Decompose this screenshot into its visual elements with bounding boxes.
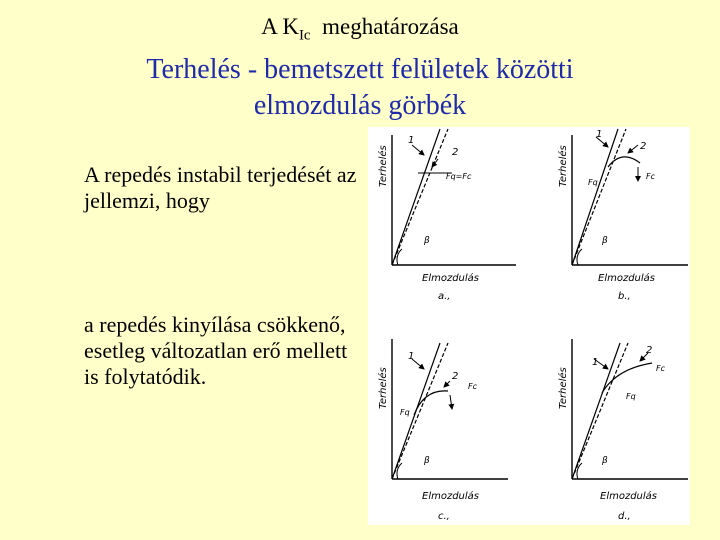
panel-b-y-label: Terhelés (558, 145, 569, 187)
panel-c-caption: c., (438, 511, 450, 522)
title-suffix: meghatározása (310, 14, 459, 39)
slide-title-line2: Terhelés - bemetszett felületek közötti (146, 54, 574, 85)
panel-a-caption: a., (438, 291, 451, 302)
panel-c-fc-label: Fc (468, 382, 477, 391)
panel-a-fq-label: Fq=Fc (446, 172, 472, 181)
panel-b-curve1-label: 1 (596, 129, 603, 140)
panel-c-x-label: Elmozdulás (422, 491, 480, 502)
panel-d-fq-label: Fq (626, 392, 636, 401)
load-displacement-figure (368, 127, 690, 525)
slide-title-line3: elmozdulás görbék (253, 90, 467, 121)
panel-a-beta-label: β (424, 236, 430, 246)
panel-b-curve2-label: 2 (640, 141, 647, 152)
panel-b-beta-label: β (602, 236, 608, 246)
panel-d-beta-label: β (602, 456, 608, 466)
title-prefix: A K (261, 14, 299, 39)
panel-a-curve2-label: 2 (452, 147, 459, 158)
body-paragraph-1: A repedés instabil terjedését az jellemzi, hogy (84, 162, 357, 213)
panel-b-caption: b., (618, 291, 631, 302)
panel-d-curve2-label: 2 (646, 345, 653, 356)
panel-a-curve1-label: 1 (408, 135, 415, 146)
panel-c-curve1-label: 1 (408, 351, 415, 362)
panel-d-fc-label: Fc (656, 364, 665, 373)
panel-c-fq-label: Fq (400, 408, 410, 417)
panel-c-y-label: Terhelés (378, 367, 389, 409)
panel-c-curve2-label: 2 (452, 371, 459, 382)
panel-d-x-label: Elmozdulás (600, 491, 658, 502)
panel-b-fq-label: Fq (588, 178, 598, 187)
slide-title-line1 (0, 14, 720, 45)
panel-d (572, 339, 688, 479)
panel-a-x-label: Elmozdulás (422, 273, 480, 284)
panel-b (572, 129, 688, 265)
panel-d-curve1-label: 1 (592, 357, 599, 368)
title-subscript: Ic (298, 27, 311, 44)
panel-d-y-label: Terhelés (558, 367, 569, 409)
body-paragraph-2: a repedés kinyílása csökkenő, esetleg változatlan erő mellett is folytatódik. (84, 312, 348, 389)
panel-b-fc-label: Fc (646, 172, 655, 181)
panel-a-y-label: Terhelés (378, 145, 389, 187)
panel-d-caption: d., (618, 511, 631, 522)
panel-b-x-label: Elmozdulás (598, 273, 656, 284)
panel-c-beta-label: β (424, 456, 430, 466)
